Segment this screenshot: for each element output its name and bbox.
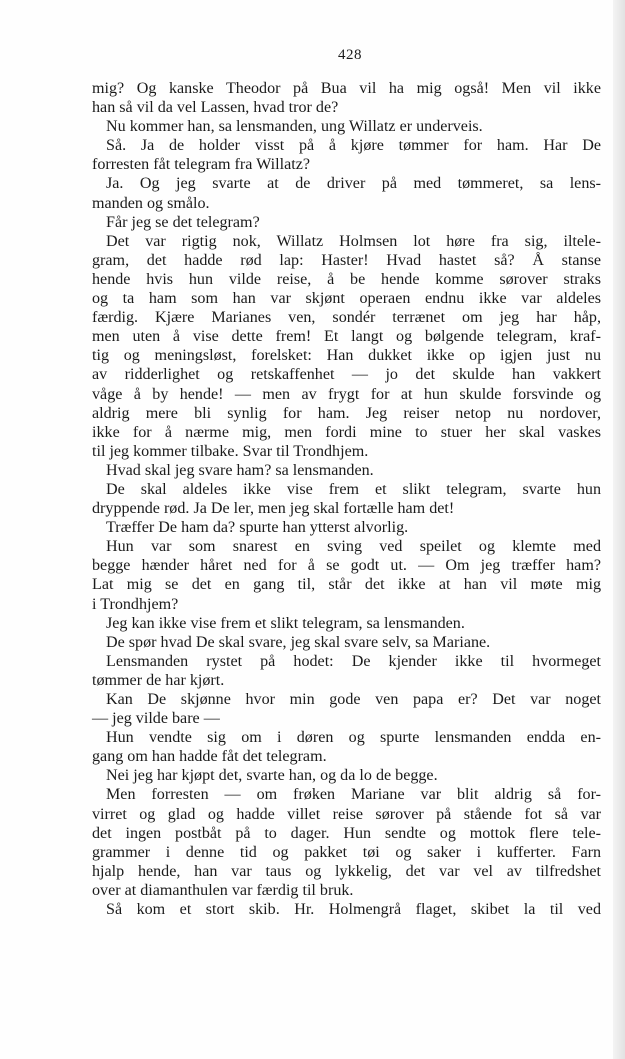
text-line: ikke for å nærme mig, men fordi mine to stuer her skal vaskes bbox=[92, 423, 601, 441]
text-line: mig? Og kanske Theodor på Bua vil ha mig også! Men vil ikke bbox=[92, 80, 601, 97]
text-line: Hun vendte sig om i døren og spurte lensmanden endda en- bbox=[106, 729, 601, 747]
text-line: De spør hvad De skal svare, jeg skal svare selv, sa Mariane. bbox=[106, 633, 491, 651]
text-line: Hvad skal jeg svare ham? sa lensmanden. bbox=[106, 461, 374, 479]
text-line: begge hænder håret ned for å se godt ut. — Om jeg træffer ham? bbox=[92, 557, 601, 575]
text-line: av ridderlighet og retskaffenhet — jo det skulde han vakkert bbox=[92, 366, 601, 384]
text-line: Så kom et stort skib. Hr. Holmengrå flaget, skibet la til ved bbox=[106, 901, 601, 919]
text-line: han så vil da vel Lassen, hvad tror de? bbox=[92, 99, 339, 117]
text-line: Får jeg se det telegram? bbox=[106, 213, 260, 231]
text-line: Så. Ja de holder visst på å kjøre tømmer for ham. Har De bbox=[106, 137, 601, 155]
text-line: manden og smålo. bbox=[92, 194, 210, 212]
text-line: hjalp hende, han var taus og lykkelig, det var vel av tilfredshet bbox=[92, 862, 601, 880]
text-line: Lat mig se det en gang til, står det ikke at han vil møte mig bbox=[92, 576, 601, 594]
text-line: Ja. Og jeg svarte at de driver på med tømmeret, sa lens- bbox=[106, 175, 601, 193]
text-line: Nu kommer han, sa lensmanden, ung Willatz er underveis. bbox=[106, 118, 483, 136]
text-line: hende hvis hun vilde reise, å be hende komme sørover straks bbox=[92, 270, 601, 288]
text-line: færdig. Kjære Marianes ven, sondér terrænet om jeg har håp, bbox=[92, 309, 601, 327]
text-line: Kan De skjønne hvor min gode ven papa er? Det var noget bbox=[106, 691, 601, 708]
text-line: tig og meningsløst, forelsket: Han dukket ikke op igjen just nu bbox=[92, 347, 601, 365]
page-edge-shadow bbox=[613, 0, 625, 1059]
text-line: Jeg kan ikke vise frem et slikt telegram, sa lensmanden. bbox=[106, 614, 465, 632]
text-line: virret og glad og hadde villet reise sørover på stående fot så var bbox=[92, 805, 601, 823]
text-line: forresten fåt telegram fra Willatz? bbox=[92, 156, 310, 174]
text-line: grammer i denne tid og pakket tøi og saker i kufferter. Farn bbox=[92, 843, 601, 861]
text-line: Træffer De ham da? spurte han ytterst alvorlig. bbox=[106, 519, 409, 537]
text-line: men uten å vise dette frem! Et langt og bølgende telegram, kraf- bbox=[92, 328, 601, 346]
text-line: — jeg vilde bare — bbox=[92, 710, 220, 728]
text-line: over at diamanthulen var færdig til bruk. bbox=[92, 881, 354, 899]
text-line: tømmer de har kjørt. bbox=[92, 671, 225, 689]
text-line: gram, det hadde rød lap: Haster! Hvad hastet så? Å stanse bbox=[92, 251, 601, 269]
text-line: våge å by hende! — men av frygt for at hun skulde forsvinde og bbox=[92, 385, 601, 403]
text-line: det ingen postbåt på to dager. Hun sendte og mottok flere tele- bbox=[92, 824, 601, 842]
text-line: De skal aldeles ikke vise frem et slikt telegram, svarte hun bbox=[106, 480, 601, 498]
text-line: Det var rigtig nok, Willatz Holmsen lot høre fra sig, iltele- bbox=[106, 232, 601, 250]
text-line: Nei jeg har kjøpt det, svarte han, og da lo de begge. bbox=[106, 767, 438, 785]
text-line: Men forresten — om frøken Mariane var blit aldrig så for- bbox=[106, 786, 601, 804]
text-line: Hun var som snarest en sving ved speilet og klemte med bbox=[106, 538, 601, 556]
text-line: til jeg kommer tilbake. Svar til Trondhjem. bbox=[92, 442, 369, 460]
text-line: dryppende rød. Ja De ler, men jeg skal fortælle ham det! bbox=[92, 500, 455, 518]
text-line: gang om han hadde fåt det telegram. bbox=[92, 748, 327, 766]
text-line: og ta ham som han var skjønt operaen endnu ikke var aldeles bbox=[92, 290, 601, 308]
text-line: Lensmanden rystet på hodet: De kjender ikke til hvormeget bbox=[106, 652, 601, 670]
body-text bbox=[92, 79, 601, 919]
page-number: 428 bbox=[338, 47, 362, 63]
text-line: i Trondhjem? bbox=[92, 595, 179, 613]
text-line: aldrig mere bli synlig for ham. Jeg reiser netop nu nordover, bbox=[92, 404, 601, 422]
